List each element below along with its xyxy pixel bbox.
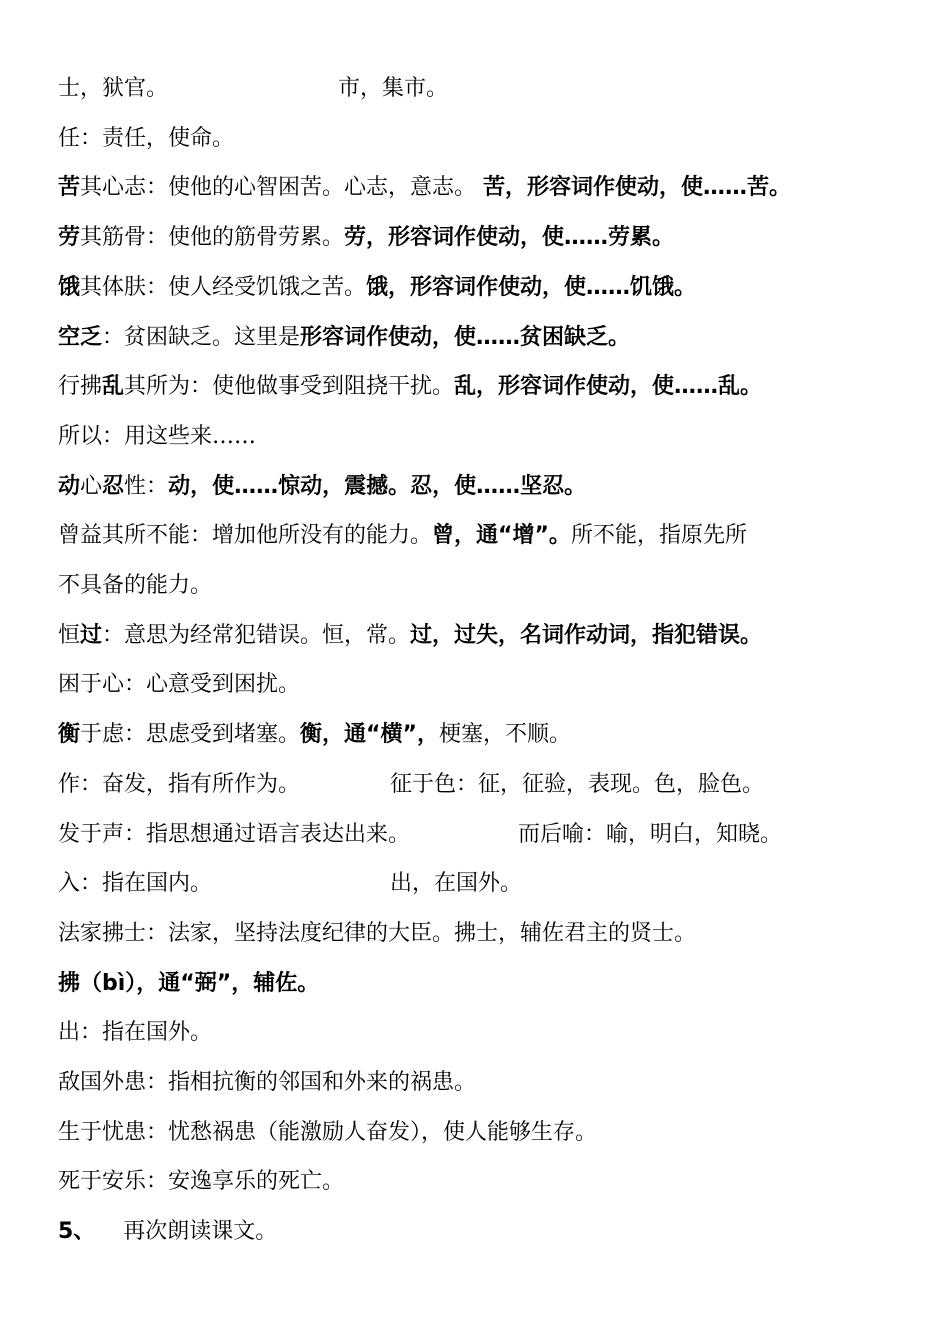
text-line: [58, 472, 586, 502]
bold-text-segment: 形容词作使动，使……贫困缺乏。: [300, 325, 631, 350]
text-segment: 再次朗读课文。: [95, 1219, 278, 1244]
text-segment: 恒: [58, 623, 81, 648]
bold-text-segment: 动，使……惊动，震撼。忍，使……坚忍。: [168, 474, 587, 499]
text-line: [58, 1167, 344, 1197]
text-line-right-column: [338, 74, 448, 104]
text-line: [58, 223, 674, 253]
text-line: [58, 720, 571, 750]
text-segment: 于虑：思虑受到堵塞。: [80, 722, 301, 747]
bold-text-segment: 劳: [58, 225, 81, 250]
text-segment: 不具备的能力。: [58, 573, 213, 598]
text-segment: 梗塞，不顺。: [438, 722, 571, 747]
text-line: [58, 969, 319, 999]
text-line: [58, 521, 747, 551]
text-line: [58, 1118, 597, 1148]
text-segment: 心: [80, 474, 103, 499]
bold-text-segment: 乱: [102, 374, 125, 399]
bold-text-segment: 苦: [58, 175, 81, 200]
bold-text-segment: 5、: [58, 1219, 96, 1244]
text-segment: 发于声：指思想通过语言表达出来。: [58, 822, 411, 847]
bold-text-segment: 饿，形容词作使动，使……饥饿。: [366, 275, 697, 300]
bold-text-segment: 过: [80, 623, 103, 648]
text-line: [58, 869, 212, 899]
text-line-right-column: [390, 770, 764, 800]
text-line: [58, 323, 630, 353]
text-line: [58, 124, 234, 154]
text-segment: 敌国外患：指相抗衡的邻国和外来的祸患。: [58, 1070, 477, 1095]
text-line-right-column: [390, 869, 522, 899]
text-segment: 生于忧患：忧愁祸患（能激励人奋发），使人能够生存。: [58, 1120, 598, 1145]
text-line: [58, 273, 696, 303]
bold-text-segment: 衡，通“横”，: [300, 722, 439, 747]
text-line: [58, 919, 696, 949]
text-segment: 其所为：使他做事受到阻挠干扰。: [124, 374, 455, 399]
text-segment: 其心志：使他的心智困苦。心志，意志。: [80, 175, 484, 200]
text-segment: 行拂: [58, 374, 103, 399]
text-line: [58, 820, 410, 850]
text-line-right-column: [518, 820, 782, 850]
text-segment: ：贫困缺乏。这里是: [102, 325, 301, 350]
text-segment: 其体肤：使人经受饥饿之苦。: [80, 275, 367, 300]
text-line: [58, 173, 791, 203]
text-segment: 征于色：征，征验，表现。色，脸色。: [390, 772, 765, 797]
bold-text-segment: 空乏: [58, 325, 103, 350]
bold-text-segment: 饿: [58, 275, 81, 300]
text-segment: 困于心：心意受到困扰。: [58, 672, 301, 697]
text-line: [58, 621, 762, 651]
bold-text-segment: 过，过失，名词作动词，指犯错误。: [410, 623, 763, 648]
text-line: [58, 670, 300, 700]
bold-text-segment: 苦，形容词作使动，使……苦。: [483, 175, 792, 200]
text-segment: 市，集市。: [338, 76, 449, 101]
text-segment: 死于安乐：安逸享乐的死亡。: [58, 1169, 345, 1194]
text-line: [58, 1217, 277, 1247]
text-segment: 出：指在国外。: [58, 1020, 213, 1045]
text-segment: 士，狱官。: [58, 76, 169, 101]
bold-text-segment: 曾，通“增”。: [432, 523, 571, 548]
bold-text-segment: 乱，形容词作使动，使……乱。: [454, 374, 763, 399]
text-segment: 曾益其所不能：增加他所没有的能力。: [58, 523, 433, 548]
text-segment: 所以：用这些来……: [58, 424, 257, 449]
text-line: [58, 1018, 212, 1048]
text-segment: 法家拂士：法家，坚持法度纪律的大臣。拂士，辅佐君主的贤士。: [58, 921, 697, 946]
bold-text-segment: 动: [58, 474, 81, 499]
text-segment: 所不能，指原先所: [570, 523, 747, 548]
text-line: [58, 422, 256, 452]
text-line: [58, 770, 300, 800]
text-segment: 作：奋发，指有所作为。: [58, 772, 301, 797]
text-segment: 出，在国外。: [390, 871, 523, 896]
bold-text-segment: 衡: [58, 722, 81, 747]
text-segment: 性：: [124, 474, 169, 499]
bold-text-segment: 忍: [102, 474, 125, 499]
text-line: [58, 571, 212, 601]
text-segment: 而后喻：喻，明白，知晓。: [518, 822, 783, 847]
text-segment: 其筋骨：使他的筋骨劳累。: [80, 225, 345, 250]
bold-text-segment: 劳，形容词作使动，使……劳累。: [344, 225, 675, 250]
text-line: [58, 1068, 476, 1098]
text-segment: 任：责任，使命。: [58, 126, 235, 151]
text-line: [58, 74, 168, 104]
text-segment: ：意思为经常犯错误。恒，常。: [102, 623, 411, 648]
bold-text-segment: 拂（bì），通“弼”，辅佐。: [58, 971, 320, 996]
text-segment: 入：指在国内。: [58, 871, 213, 896]
text-line: [58, 372, 762, 402]
